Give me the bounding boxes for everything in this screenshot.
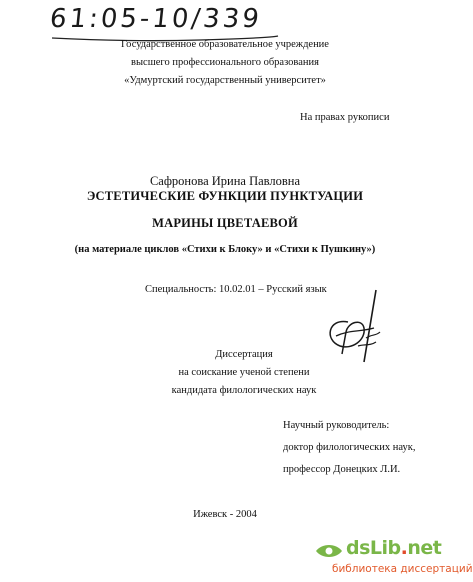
dslib-brand: dsLib.net xyxy=(346,537,442,559)
supervisor-label: Научный руководитель: xyxy=(283,420,390,431)
dissertation-line-2: на соискание ученой степени xyxy=(178,367,310,378)
city-year: Ижевск - 2004 xyxy=(193,509,257,520)
author-name: Сафронова Ирина Павловна xyxy=(149,174,301,188)
dissertation-line-1: Диссертация xyxy=(215,349,273,360)
dslib-tagline: библиотека диссертаций xyxy=(332,563,473,575)
catalog-number-text: 61:05-10/339 xyxy=(48,4,264,34)
dslib-logo-icon xyxy=(314,541,344,561)
rights-note: На правах рукописи xyxy=(300,112,390,123)
specialty: Специальность: 10.02.01 – Русский язык xyxy=(145,284,327,295)
institution-line-1: Государственное образовательное учреждение xyxy=(121,39,329,50)
dslib-watermark xyxy=(300,537,473,582)
handwritten-signature xyxy=(318,288,390,370)
title-line-1: ЭСТЕТИЧЕСКИЕ ФУНКЦИИ ПУНКТУАЦИИ xyxy=(86,189,364,203)
institution-line-3: «Удмуртский государственный университет» xyxy=(124,75,326,86)
dissertation-line-3: кандидата филологических наук xyxy=(171,385,317,396)
subtitle: (на материале циклов «Стихи к Блоку» и «Стихи к Пушкину») xyxy=(74,244,376,255)
supervisor-name: профессор Донецких Л.И. xyxy=(283,464,401,475)
supervisor-degree: доктор филологических наук, xyxy=(283,442,416,453)
institution-line-2: высшего профессионального образования xyxy=(131,57,319,68)
title-line-2: МАРИНЫ ЦВЕТАЕВОЙ xyxy=(152,216,298,230)
